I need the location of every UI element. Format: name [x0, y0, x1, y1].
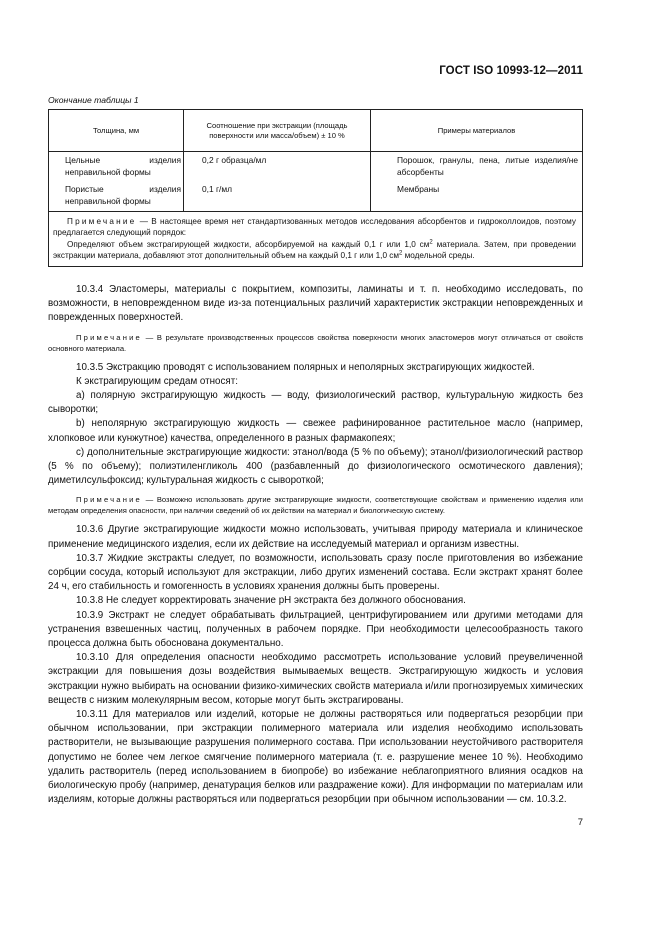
document-header-standard: ГОСТ ISO 10993-12—2011	[439, 65, 583, 77]
table-note-procedure: Определяют объем экстрагирующей жидкости, абсорбируемой на каждый 0,1 г или 1,0 $см^2$ материала. Затем, при проведении экстракции материала, добавляют этот дополнительный объем на каждый 0,1 г или 1,0 $см^2$ модельной среды.	[53, 238, 577, 260]
table-note-intro: Примечание — В настоящее время нет стандартизованных методов исследования абсорбентов и гидроколлоидов, поэтому предлагается следующий порядок:	[53, 217, 576, 238]
document-body	[48, 283, 583, 808]
column-header-examples: Примеры материалов	[371, 110, 583, 152]
paragraph-10-3-4: 10.3.4 Эластомеры, материалы с покрытием, композиты, ламинаты и т. п. необходимо исследовать, по возможности, в неповрежденном виде из-за потенциальных различий характеристик экстракции неповрежденных и поврежденных поверхностей.	[48, 284, 583, 324]
cell-ratio: 0,2 г образца/мл	[184, 152, 371, 182]
paragraph-10-3-7: 10.3.7 Жидкие экстракты следует, по возможности, использовать сразу после приготовления во избежание сорбции сосуда, который используют для экстракции, либо других изменений состава. Если экстракт хранят более 24 ч, его стабильность и гомогенность в условиях хранения должны быть проверены.	[48, 552, 583, 593]
cell-ratio: 0,1 г/мл	[184, 181, 371, 212]
cell-examples: Мембраны	[371, 181, 583, 212]
column-header-ratio: Соотношение при экстракции (площадь поверхности или масса/объем) ± 10 %	[184, 110, 371, 152]
table-header-row	[49, 110, 583, 152]
note-other-liquids: Примечание — Возможно использовать другие экстрагирующие жидкости, соответствующие свойствам и применению изделия или методам определения опасности, при наличии сведений об их действии на материал и биологическую систему.	[48, 495, 583, 516]
list-item-a: a) полярную экстрагирующую жидкость — воду, физиологический раствор, культуральную жидкость без сыворотки;	[48, 390, 583, 416]
list-item-c: c) дополнительные экстрагирующие жидкости: этанол/вода (5 % по объему); этанол/физиологический раствор (5 % по объему); полиэтиленгликоль 400 (разбавленный до физиологического осмотического давления); диметилсульфоксид; культуральная жидкость с сывороткой;	[48, 446, 583, 487]
paragraph-media-intro: К экстрагирующим средам относят:	[76, 375, 238, 387]
note-elastomers: Примечание — В результате производственных процессов свойства поверхности многих эластомеров могут отличаться от свойств основного материала.	[48, 332, 583, 353]
paragraph-10-3-5: 10.3.5 Экстракцию проводят с использованием полярных и неполярных экстрагирующих жидкостей.	[76, 361, 535, 373]
cell-thickness: Цельные изделия неправильной формы	[49, 152, 184, 182]
table-caption: Окончание таблицы 1	[48, 95, 139, 105]
paragraph-10-3-6: 10.3.6 Другие экстрагирующие жидкости можно использовать, учитывая природу материала и клиническое применение медицинского изделия, если их действие на исследуемый материал и организм известны.	[48, 524, 583, 550]
extraction-ratio-table	[48, 109, 583, 267]
table-row	[49, 152, 583, 182]
column-header-thickness: Толщина, мм	[49, 110, 184, 152]
table-note-row	[49, 212, 583, 267]
cell-thickness: Пористые изделия неправильной формы	[49, 181, 184, 212]
table-note	[49, 212, 583, 267]
paragraph-10-3-9: 10.3.9 Экстракт не следует обрабатывать фильтрацией, центрифугированием или другими методами для устранения взвешенных частиц, полученных в рабочем порядке. При необходимости целесообразность такого процесса должна быть обоснована документально.	[48, 609, 583, 650]
paragraph-10-3-10: 10.3.10 Для определения опасности необходимо рассмотреть использование условий преувеличенной экстракции для повышения дозы воздействия вымываемых веществ. Экстрагирующую жидкость и условия экстракции нужно выбирать на основании физико-химических свойств материала и/или прогнозируемых химических веществ с низким молекулярным весом, которые могут быть экстрагированы.	[48, 652, 583, 706]
cell-examples: Порошок, гранулы, пена, литые изделия/не абсорбенты	[371, 152, 583, 182]
note-label: Примечание	[67, 217, 137, 226]
list-item-b: b) неполярную экстрагирующую жидкость — свежее рафинированное растительное масло (например, хлопковое или кунжутное) качества, определенного в разных фармакопеях;	[48, 418, 583, 444]
table-row	[49, 181, 583, 212]
paragraph-10-3-8: 10.3.8 Не следует корректировать значение pH экстракта без должного обоснования.	[76, 595, 466, 607]
page-number: 7	[577, 817, 583, 828]
paragraph-10-3-11: 10.3.11 Для материалов или изделий, которые не должны растворяться или подвергаться резорбции при обычном использовании, при экстракции полимерного материала или изделия необходимо использовать растворители, не вызывающие разрушения полимерного состава. При использовании неустойчивого растворителя допустимо не более чем легкое смягчение полимерного материала (т. е. разрушение менее 10 %). Необходимо удалить растворитель (перед использованием в биопробе) во избежание неблагоприятного влияния осадков на биологическую пробу (например, денатурация белков или раздражение кожи). Для информации по материалам или изделиям, которые должны растворяться или подвергаться резорбции при обычном использовании — см. 10.3.2.	[48, 709, 583, 806]
